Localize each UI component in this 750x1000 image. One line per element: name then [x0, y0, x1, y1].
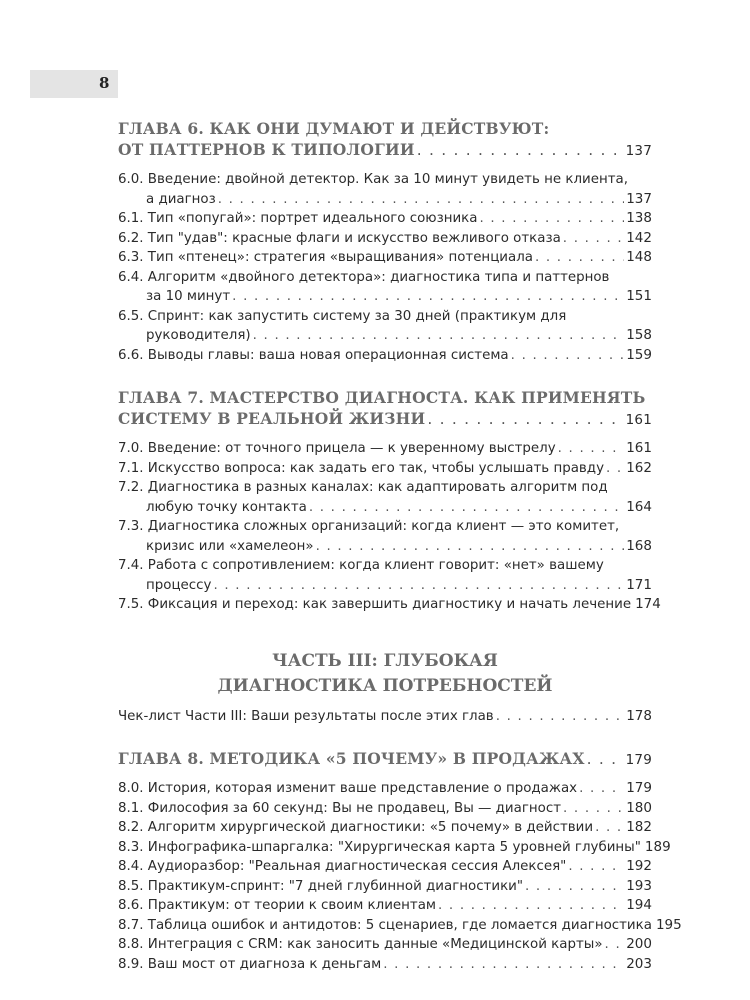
- entry-page: 161: [626, 440, 652, 456]
- table-of-contents: [118, 118, 682, 996]
- leader-dots: [568, 857, 624, 877]
- entry-page: 174: [635, 596, 661, 612]
- toc-entry: [118, 779, 652, 799]
- chapter-8: [118, 748, 682, 974]
- toc-entry: [118, 838, 671, 858]
- entry-line1: 6.4. Алгоритм «двойного детектора»: диагностика типа и паттернов: [118, 269, 610, 285]
- toc-entry: [118, 229, 652, 249]
- leader-dots: [511, 346, 625, 366]
- leader-dots: [479, 209, 624, 229]
- entry-title: 7.5. Фиксация и переход: как завершить диагностику и начать лечение: [118, 597, 632, 612]
- entry-page: 192: [626, 858, 652, 874]
- toc-entry: [118, 268, 652, 307]
- chapter-heading: [118, 387, 652, 431]
- entry-title: кризис или «хамелеон»: [146, 538, 314, 554]
- entry-title: 6.1. Тип «попугай»: портрет идеального союзника: [118, 211, 478, 226]
- entry-page: 158: [626, 327, 652, 343]
- entry-page: 162: [626, 459, 652, 476]
- leader-dots: [587, 749, 624, 770]
- part-heading: [118, 649, 652, 699]
- entry-list: [118, 779, 682, 974]
- toc-entry: [118, 818, 652, 838]
- entry-title: 6.6. Выводы главы: ваша новая операционная система: [118, 347, 509, 363]
- entry-title: 8.4. Аудиоразбор: "Реальная диагностическая сессия Алексея": [118, 859, 567, 874]
- leader-dots: [606, 459, 624, 479]
- toc-entry: [118, 877, 652, 897]
- entry-page: 137: [626, 190, 652, 207]
- leader-dots: [316, 537, 625, 557]
- toc-entry: [118, 517, 652, 556]
- entry-page: 194: [626, 897, 652, 913]
- leader-dots: [427, 409, 623, 430]
- entry-title: 8.6. Практикум: от теории к своим клиентам: [118, 898, 437, 913]
- entry-page: 203: [626, 955, 652, 972]
- chapter-page: 137: [625, 143, 652, 159]
- entry-page: 195: [655, 916, 682, 933]
- page-number: 8: [99, 74, 110, 92]
- leader-dots: [253, 326, 625, 346]
- entry-page: 148: [626, 249, 652, 265]
- leader-dots: [579, 779, 624, 799]
- entry-title: 8.3. Инфографика-шпаргалка: "Хирургическая карта 5 уровней глубины": [118, 839, 641, 855]
- part-title-line2: ДИАГНОСТИКА ПОТРЕБНОСТЕЙ: [217, 675, 553, 696]
- leader-dots: [496, 707, 625, 727]
- toc-entry: [118, 439, 652, 459]
- chapter-page: 179: [625, 752, 652, 768]
- leader-dots: [232, 287, 624, 307]
- toc-entry: [118, 209, 652, 229]
- toc-entry: [118, 478, 652, 517]
- leader-dots: [535, 248, 624, 268]
- entry-title: а диагноз: [146, 191, 216, 207]
- toc-entry: [118, 459, 652, 479]
- toc-entry: [118, 346, 652, 366]
- entry-list: [118, 170, 652, 365]
- toc-entry: [118, 307, 652, 346]
- leader-dots: [595, 818, 624, 838]
- toc-entry: [118, 595, 661, 615]
- entry-page: 168: [626, 537, 652, 554]
- entry-title: руководителя): [146, 328, 251, 343]
- toc-entry: [118, 896, 652, 916]
- entry-line1: 7.2. Диагностика в разных каналах: как адаптировать алгоритм под: [118, 480, 608, 495]
- entry-line1: 6.0. Введение: двойной детектор. Как за 10 минут увидеть не клиента,: [118, 172, 628, 187]
- entry-title: Чек-лист Части III: Ваши результаты после этих глав: [118, 708, 494, 724]
- entry-page: 180: [626, 799, 652, 816]
- entry-title: 8.1. Философия за 60 секунд: Вы не продавец, Вы — диагност: [118, 800, 561, 816]
- leader-dots: [438, 896, 624, 916]
- leader-dots: [525, 877, 624, 897]
- leader-dots: [218, 190, 624, 210]
- entry-title: 8.9. Ваш мост от диагноза к деньгам: [118, 956, 382, 972]
- entry-line1: 7.4. Работа с сопротивлением: когда клиент говорит: «нет» вашему: [118, 558, 604, 573]
- entry-line1: 7.3. Диагностика сложных организаций: когда клиент — это комитет,: [118, 519, 620, 534]
- entry-page: 189: [644, 838, 671, 855]
- chapter-6: [118, 118, 652, 365]
- leader-dots: [417, 140, 624, 161]
- entry-title: 8.2. Алгоритм хирургической диагностики: «5 почему» в действии: [118, 820, 594, 835]
- leader-dots: [563, 229, 624, 249]
- part-title-line1: ЧАСТЬ III: ГЛУБОКАЯ: [272, 650, 498, 671]
- chapter-title: ГЛАВА 8. МЕТОДИКА «5 ПОЧЕМУ» В ПРОДАЖАХ: [118, 749, 585, 768]
- chapter-page: 161: [625, 412, 652, 428]
- toc-entry: [118, 799, 652, 819]
- entry-page: 178: [626, 707, 652, 724]
- entry-page: 142: [626, 229, 652, 246]
- toc-entry: [118, 916, 682, 936]
- entry-page: 182: [626, 819, 652, 835]
- entry-title: 8.0. История, которая изменит ваше представление о продажах: [118, 781, 578, 796]
- leader-dots: [383, 955, 624, 975]
- chapter-7: [118, 387, 661, 615]
- toc-entry: [118, 556, 652, 595]
- entry-title: 8.7. Таблица ошибок и антидотов: 5 сценариев, где ломается диагностика: [118, 917, 652, 933]
- toc-entry: [118, 857, 652, 877]
- leader-dots: [213, 576, 624, 596]
- entry-page: 171: [626, 576, 652, 593]
- leader-dots: [563, 799, 624, 819]
- chapter-title-line2: СИСТЕМУ В РЕАЛЬНОЙ ЖИЗНИ: [118, 409, 426, 428]
- entry-page: 193: [626, 877, 652, 894]
- entry-title: за 10 минут: [146, 289, 231, 304]
- entry-title: 7.0. Введение: от точного прицела — к уверенному выстрелу: [118, 441, 556, 456]
- entry-list: [118, 439, 661, 615]
- entry-page: 179: [626, 780, 652, 796]
- entry-page: 164: [626, 498, 652, 515]
- entry-page: 200: [626, 936, 652, 952]
- toc-entry: [118, 955, 652, 975]
- entry-title: 7.1. Искусство вопроса: как задать его так, чтобы услышать правду: [118, 460, 604, 476]
- entry-title: 6.3. Тип «птенец»: стратегия «выращивания» потенциала: [118, 250, 533, 265]
- leader-dots: [309, 498, 624, 518]
- entry-title: процессу: [146, 577, 212, 593]
- leader-dots: [558, 439, 625, 459]
- entry-title: 8.5. Практикум-спринт: "7 дней глубинной диагностики": [118, 878, 524, 894]
- entry-line1: 6.5. Спринт: как запустить систему за 30 дней (практикум для: [118, 308, 567, 324]
- entry-title: 6.2. Тип "удав": красные флаги и искусство вежливого отказа: [118, 230, 561, 246]
- chapter-heading: [118, 118, 652, 162]
- part-checklist-entry: [118, 707, 652, 727]
- leader-dots: [605, 935, 625, 955]
- chapter-title-line2: ОТ ПАТТЕРНОВ К ТИПОЛОГИИ: [118, 140, 415, 159]
- chapter-title-line1: ГЛАВА 7. МАСТЕРСТВО ДИАГНОСТА. КАК ПРИМЕНЯТЬ: [118, 388, 646, 407]
- chapter-title-line1: ГЛАВА 6. КАК ОНИ ДУМАЮТ И ДЕЙСТВУЮТ:: [118, 119, 550, 138]
- entry-page: 159: [626, 346, 652, 363]
- entry-page: 151: [626, 288, 652, 304]
- toc-entry: [118, 248, 652, 268]
- entry-title: любую точку контакта: [146, 499, 307, 515]
- chapter-heading: [118, 748, 652, 771]
- entry-page: 138: [626, 210, 652, 226]
- toc-entry: [118, 170, 652, 209]
- entry-title: 8.8. Интеграция с CRM: как заносить данные «Медицинской карты»: [118, 937, 603, 952]
- toc-entry: [118, 935, 652, 955]
